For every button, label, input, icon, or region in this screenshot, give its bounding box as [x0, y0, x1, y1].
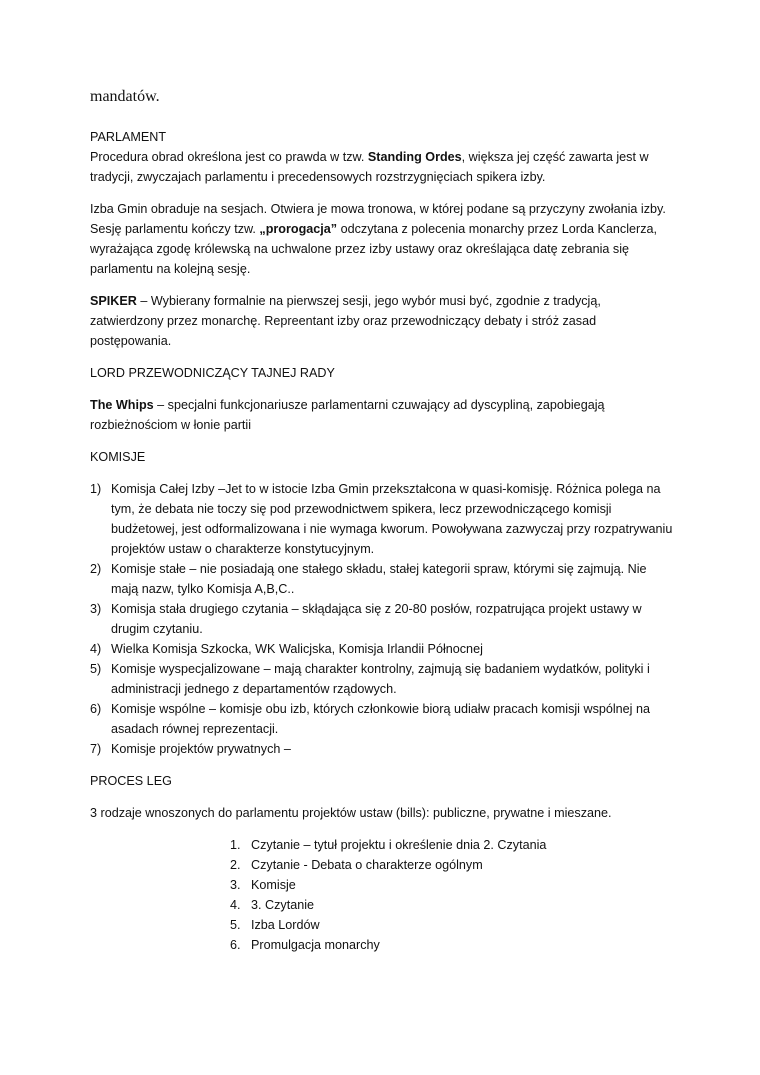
- heading-komisje: KOMISJE: [90, 450, 146, 464]
- list-item: 5) Komisje wyspecjalizowane – mają charakter kontrolny, zajmują się badaniem wydatków, polityki i administracji jednego z departamentów rządowych.: [90, 662, 650, 696]
- list-item: 6. Promulgacja monarchy: [230, 938, 380, 952]
- list-item: 2) Komisje stałe – nie posiadają one stałego składu, stałej kategorii spraw, którymi się zajmują. Nie mają nazw, tylko Komisja A,B,C..: [90, 562, 647, 596]
- paragraph-whips: The Whips – specjalni funkcjonariusze parlamentarni czuwający ad dyscypliną, zapobiegają rozbieżnościom w łonie partii: [90, 398, 605, 432]
- list-item: 7) Komisje projektów prywatnych –: [90, 742, 291, 756]
- list-item: 5. Izba Lordów: [230, 918, 320, 932]
- komisje-list: [90, 479, 675, 759]
- paragraph-spiker: SPIKER – Wybierany formalnie na pierwszej sesji, jego wybór musi być, zgodnie z tradycją, zatwierdzony przez monarchę. Repreentant izby oraz przewodniczący debaty i stróż zasad postępowania.: [90, 294, 601, 348]
- top-fragment: mandatów.: [90, 88, 160, 105]
- proces-steps-list: [230, 835, 675, 955]
- bold-standing-ordes: Standing Ordes: [367, 150, 462, 164]
- document-body: [90, 127, 675, 955]
- list-item: 2. Czytanie - Debata o charakterze ogólnym: [230, 858, 483, 872]
- list-item: 4) Wielka Komisja Szkocka, WK Walicjska, Komisja Irlandii Północnej: [90, 642, 483, 656]
- heading-parlament: PARLAMENT: [90, 130, 167, 144]
- list-item: 4. 3. Czytanie: [230, 898, 314, 912]
- paragraph-rodzaje: 3 rodzaje wnoszonych do parlamentu projektów ustaw (bills): publiczne, prywatne i mieszane.: [90, 806, 612, 820]
- list-item: 3) Komisja stała drugiego czytania – skłądająca się z 20-80 posłów, rozpatrująca projekt ustawy w drugim czytaniu.: [90, 602, 642, 636]
- list-item: 1) Komisja Całej Izby –Jet to w istocie Izba Gmin przekształcona w quasi-komisję. Różnica polega na tym, że debata nie toczy się pod przewodnictwem spikera, lecz przewodniczącego komisji budżetowej, jest odformalizowana i nie wymaga kworum. Powoływana zazwyczaj przy rozpatrywaniu projektów ustaw o charakterze konstytucyjnym.: [90, 482, 673, 556]
- bold-the-whips: The Whips: [90, 398, 154, 412]
- paragraph-izba-gmin: Izba Gmin obraduje na sesjach. Otwiera je mowa tronowa, w której podane są przyczyny zwołania izby. Sesję parlamentu kończy tzw. „prorogacja” odczytana z polecenia monarchy przez Lorda Kanclerza, wyrażająca zgodę królewską na uchwalone przez izby ustawy oraz określająca datę zebrania się parlamentu na kolejną sesję.: [90, 202, 666, 276]
- paragraph-procedura: Procedura obrad określona jest co prawda w tzw. Standing Ordes, większa jej część zawarta jest w tradycji, zwyczajach parlamentu i precedensowych rozstrzygnięciach spikera izby.: [90, 150, 649, 184]
- bold-prorogacja: „prorogacja”: [259, 222, 338, 236]
- heading-proces-leg: PROCES LEG: [90, 774, 172, 788]
- list-item: 6) Komisje wspólne – komisje obu izb, których członkowie biorą udiałw pracach komisji wspólnej na asadach równej reprezentacji.: [90, 702, 650, 736]
- list-item: 3. Komisje: [230, 878, 296, 892]
- bold-spiker: SPIKER: [90, 294, 137, 308]
- heading-lord: LORD PRZEWODNICZĄCY TAJNEJ RADY: [90, 366, 335, 380]
- list-item: 1. Czytanie – tytuł projektu i określenie dnia 2. Czytania: [230, 838, 547, 852]
